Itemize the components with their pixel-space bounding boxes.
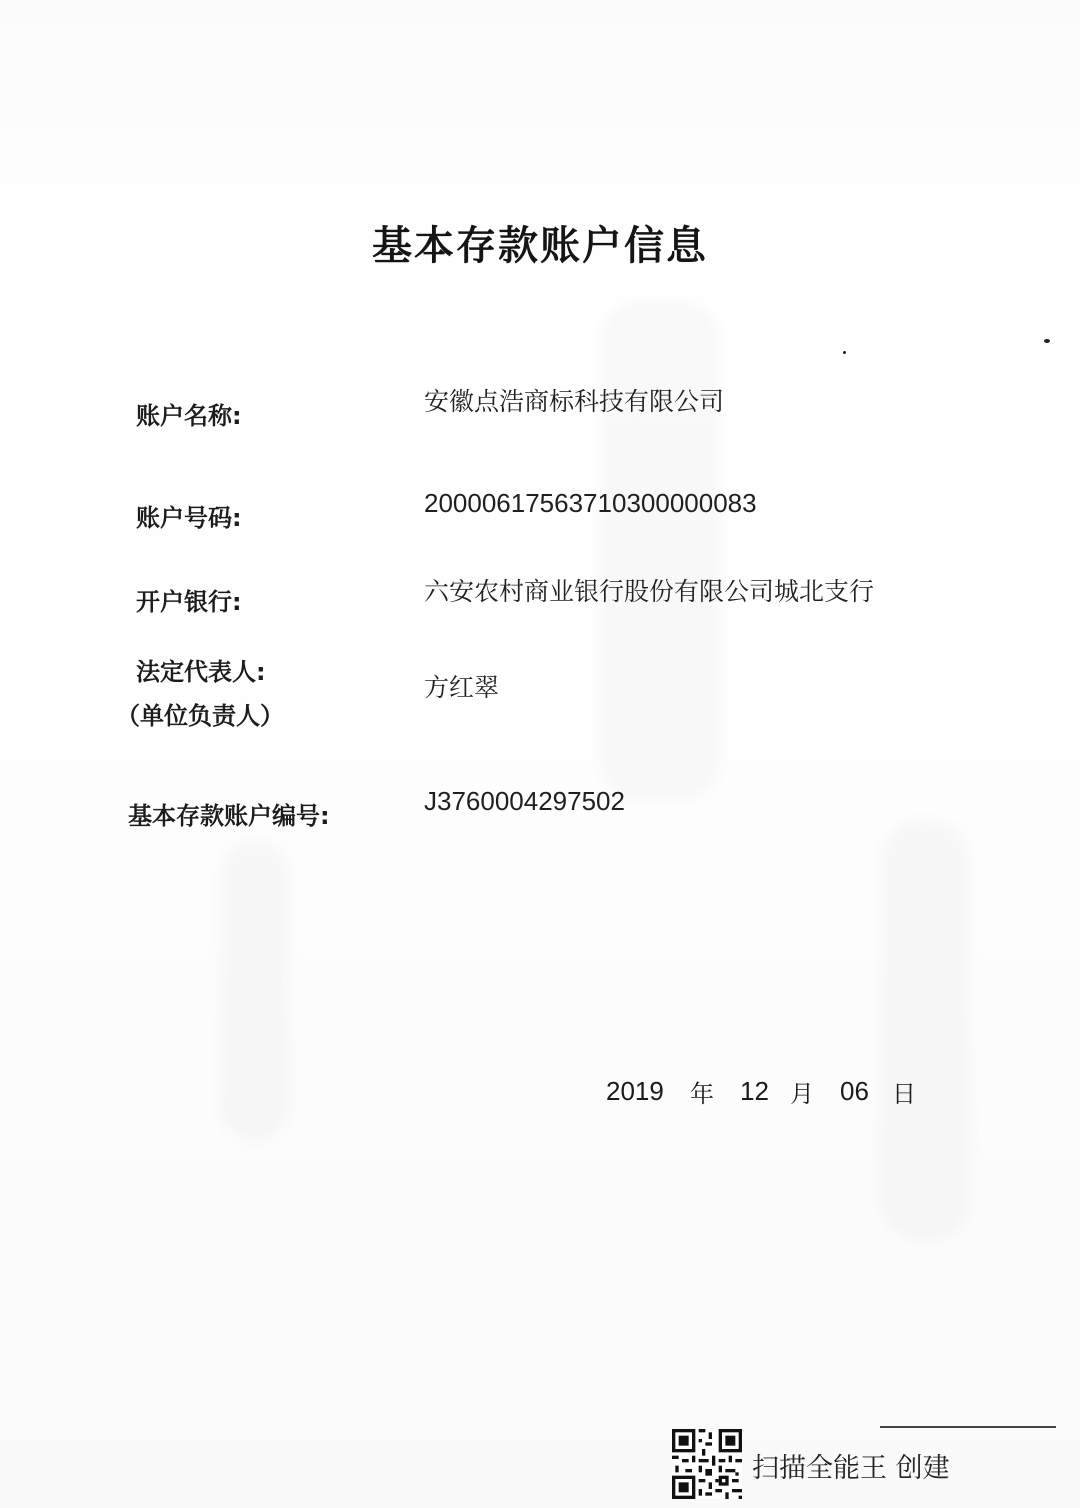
scan-speck bbox=[843, 351, 846, 354]
date-day: 06 bbox=[840, 1076, 869, 1106]
date-month: 12 bbox=[740, 1076, 769, 1106]
date-year-char: 年 bbox=[690, 1080, 714, 1108]
scan-smudge bbox=[220, 840, 290, 1140]
page-title: 基本存款账户信息 bbox=[372, 222, 708, 269]
date-year: 2019 bbox=[606, 1076, 664, 1106]
legal-rep-value: 方红翠 bbox=[424, 673, 500, 702]
scanner-watermark-text: 扫描全能王 创建 bbox=[752, 1453, 950, 1484]
qr-code-icon bbox=[672, 1429, 742, 1499]
legal-rep-label: 法定代表人: bbox=[136, 658, 266, 686]
account-name-value: 安徽点浩商标科技有限公司 bbox=[424, 387, 725, 416]
scan-smudge bbox=[880, 820, 970, 1240]
scan-speck bbox=[1044, 339, 1050, 343]
account-number-value: 20000617563710300000083 bbox=[424, 488, 757, 518]
bottom-rule bbox=[880, 1426, 1056, 1428]
scan-smudge bbox=[600, 300, 720, 800]
bank-value: 六安农村商业银行股份有限公司城北支行 bbox=[424, 577, 875, 606]
bank-label: 开户银行: bbox=[136, 588, 242, 616]
basic-account-no-label: 基本存款账户编号: bbox=[128, 802, 330, 830]
account-number-label: 账户号码: bbox=[136, 504, 242, 532]
date-day-char: 日 bbox=[892, 1080, 916, 1108]
legal-rep-sub-label: （单位负责人） bbox=[116, 702, 284, 730]
account-name-label: 账户名称: bbox=[136, 402, 242, 430]
basic-account-no-value: J3760004297502 bbox=[424, 786, 625, 816]
date-month-char: 月 bbox=[790, 1080, 814, 1108]
